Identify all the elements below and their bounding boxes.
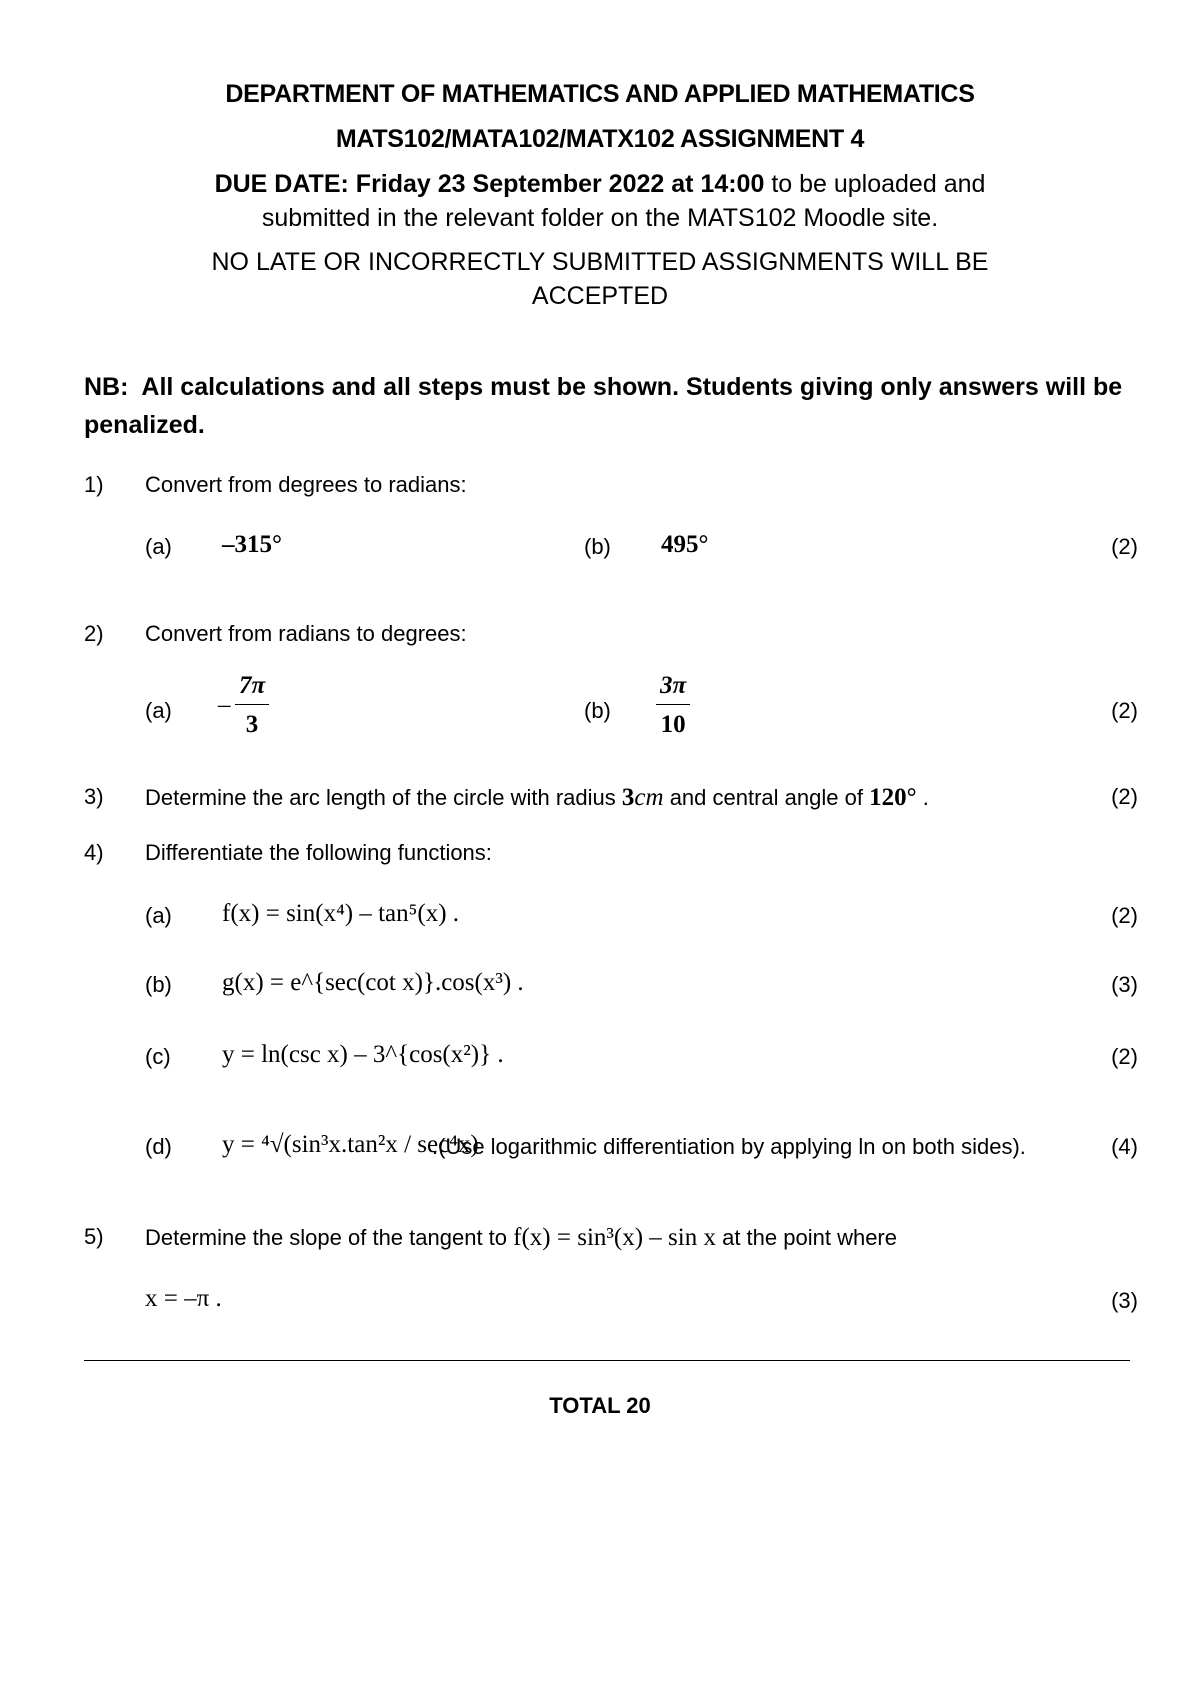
q2a-sign: –: [218, 691, 231, 719]
q2b-fraction: [656, 672, 690, 739]
q2-number: 2): [84, 621, 104, 646]
q1a-value: –315°: [222, 531, 282, 558]
due-date-line-2: submitted in the relevant folder on the MATS102 Moodle site.: [261, 204, 939, 232]
q1-number: 1): [84, 472, 104, 497]
q3-radius: [622, 784, 664, 811]
q1b-label: (b): [584, 534, 611, 559]
q5-marks: (3): [1111, 1288, 1138, 1313]
q4a-label: (a): [145, 903, 172, 928]
q4c-marks: (2): [1111, 1044, 1138, 1069]
q4d-marks: (4): [1111, 1134, 1138, 1159]
q2b-numerator: 3π: [656, 672, 690, 705]
q2a-label: (a): [145, 698, 172, 723]
nb-note: [84, 368, 1144, 444]
department-title: DEPARTMENT OF MATHEMATICS AND APPLIED MATHEMATICS: [225, 80, 975, 108]
q3-text-before: Determine the arc length of the circle with radius: [145, 785, 616, 810]
q3-marks: (2): [1111, 784, 1138, 809]
q5-number: 5): [84, 1224, 104, 1249]
divider-line: [84, 1360, 1130, 1361]
q2a-fraction: [235, 672, 269, 739]
q4b-marks: (3): [1111, 972, 1138, 997]
q4-text: Differentiate the following functions:: [145, 840, 492, 865]
q5-point: x = –π .: [145, 1285, 222, 1312]
q4a-marks: (2): [1111, 903, 1138, 928]
q3-text-mid: and central angle of: [669, 785, 863, 810]
due-date: Friday 23 September 2022 at 14:00: [355, 170, 765, 198]
q4c-expression: y = ln(csc x) – 3^{cos(x²)} .: [222, 1041, 504, 1068]
due-date-line: [0, 170, 1200, 199]
q1-marks: (2): [1111, 534, 1138, 559]
assignment-title: MATS102/MATA102/MATX102 ASSIGNMENT 4: [335, 125, 865, 153]
due-rest: to be uploaded and: [771, 170, 986, 198]
q3-radius-unit: cm: [634, 784, 664, 811]
q4d-note: .(Use logarithmic differentiation by applying ln on both sides).: [432, 1134, 1026, 1159]
q4c-label: (c): [145, 1044, 171, 1069]
q2a-numerator: 7π: [235, 672, 269, 705]
q4b-label: (b): [145, 972, 172, 997]
q2b-label: (b): [584, 698, 611, 723]
q5-text-before: Determine the slope of the tangent to: [145, 1225, 508, 1250]
q1b-value: 495°: [661, 531, 709, 558]
q3-number: 3): [84, 784, 104, 809]
q2b-value: [656, 672, 690, 739]
late-warning-line-2: ACCEPTED: [531, 282, 669, 310]
q4d-label: (d): [145, 1134, 172, 1159]
late-warning-line-1: NO LATE OR INCORRECTLY SUBMITTED ASSIGNMENTS WILL BE: [211, 248, 989, 276]
q2a-value: [218, 672, 269, 739]
q4-number: 4): [84, 840, 104, 865]
q2a-denominator: 3: [245, 711, 259, 738]
q1-text: Convert from degrees to radians:: [145, 472, 467, 497]
q5-expression: f(x) = sin³(x) – sin x: [513, 1224, 716, 1251]
q2-text: Convert from radians to degrees:: [145, 621, 467, 646]
q3-text-after: .: [922, 785, 929, 810]
q3-text: [145, 784, 929, 812]
q3-angle: 120°: [869, 784, 917, 811]
q5-text: [145, 1224, 897, 1252]
total-marks: TOTAL 20: [549, 1393, 651, 1418]
q4b-expression: g(x) = e^{sec(cot x)}.cos(x³) .: [222, 969, 524, 996]
q2-marks: (2): [1111, 698, 1138, 723]
q4a-expression: f(x) = sin(x⁴) – tan⁵(x) .: [222, 900, 460, 927]
nb-label: NB:: [84, 373, 129, 401]
nb-text: All calculations and all steps must be shown. Students giving only answers will be penalized.: [84, 373, 1123, 439]
q5-text-after: at the point where: [722, 1225, 897, 1250]
q1a-label: (a): [145, 534, 172, 559]
q3-radius-value: 3: [621, 784, 635, 811]
q2b-denominator: 10: [660, 711, 686, 738]
due-label: DUE DATE:: [214, 170, 349, 198]
q4d-expression: y = ⁴√(sin³x.tan²x / sec⁴x): [222, 1131, 479, 1158]
